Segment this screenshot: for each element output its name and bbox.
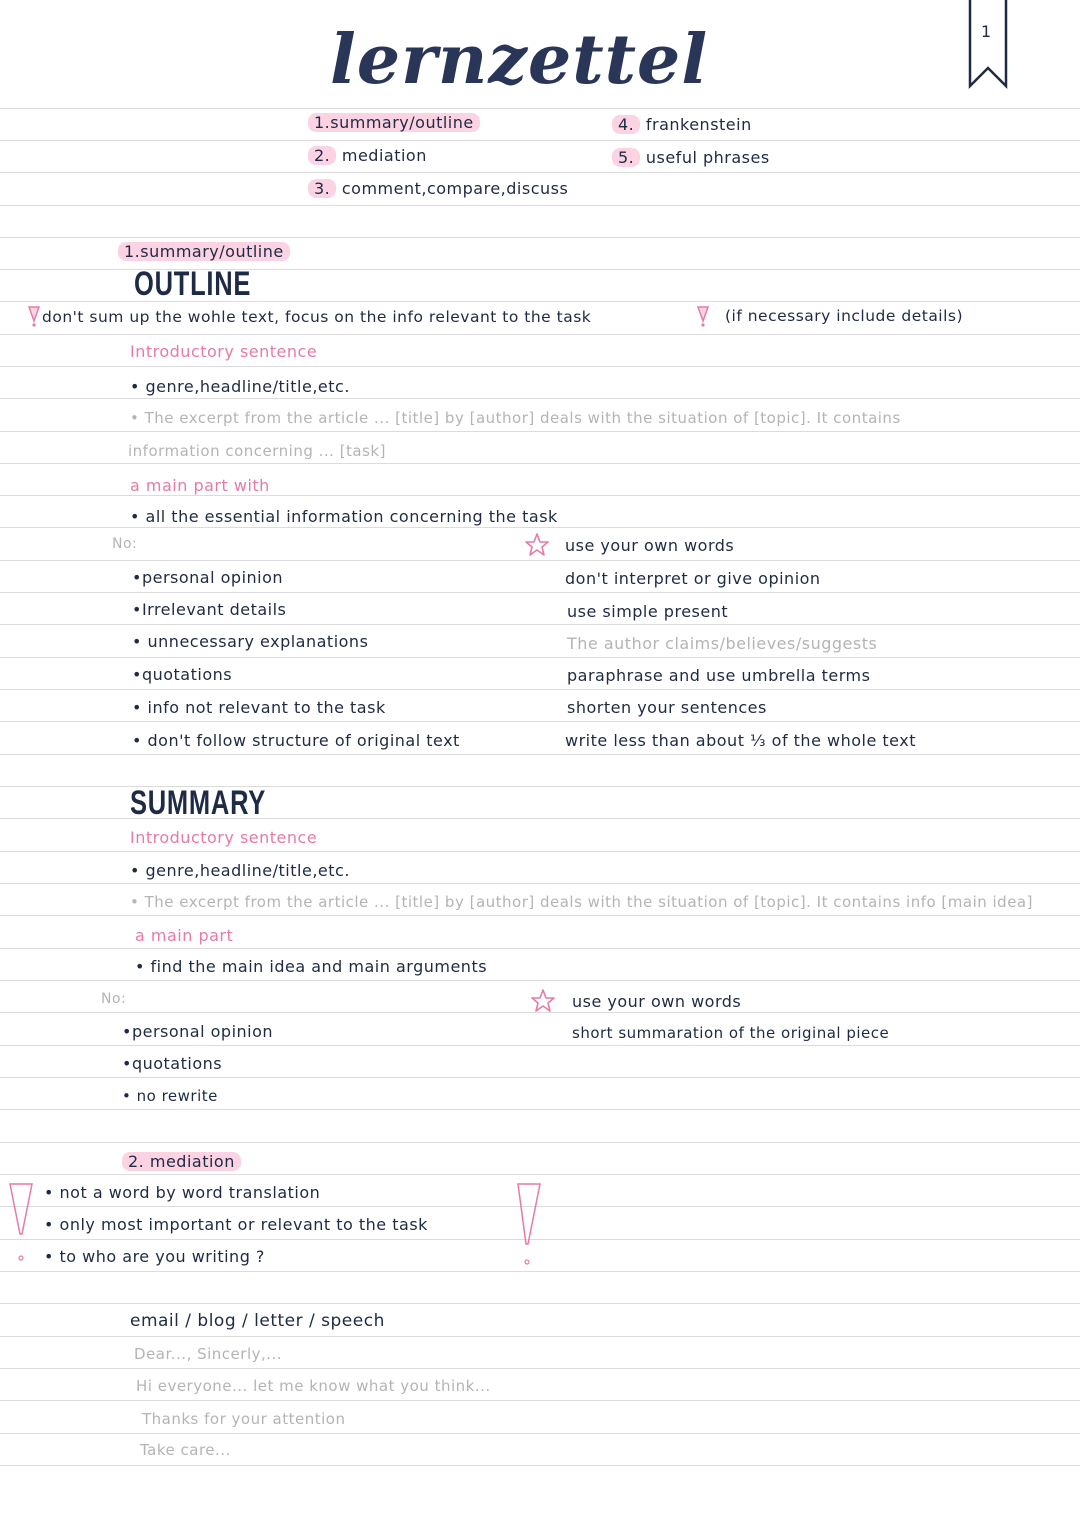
main-label: a main part with (130, 476, 270, 495)
toc-item-4: 4. frankenstein (612, 115, 752, 134)
star-icon (524, 532, 550, 558)
outline-heading: OUTLINE (134, 265, 252, 303)
intro-bullet: • genre,headline/title,etc. (130, 377, 350, 396)
page-title: lernzettel (330, 20, 709, 100)
section-label-mediation: 2. mediation (122, 1152, 241, 1171)
mediation-bullet: • only most important or relevant to the task (44, 1215, 428, 1234)
star-icon (530, 988, 556, 1014)
bookmark-icon (968, 0, 1008, 90)
warning-icon (514, 1182, 542, 1266)
mediation-bullet: • not a word by word translation (44, 1183, 321, 1202)
intro-label: Introductory sentence (130, 342, 318, 361)
summary-do-item: short summaration of the original piece (572, 1024, 890, 1042)
no-label: No: (112, 536, 138, 552)
section-label-summary-outline: 1.summary/outline (118, 242, 290, 261)
main-bullet: • all the essential information concerning the task (130, 507, 558, 526)
outline-note: (if necessary include details) (725, 307, 964, 325)
warning-icon (8, 1182, 34, 1262)
no-item: • info not relevant to the task (132, 698, 386, 717)
summary-heading: SUMMARY (130, 784, 267, 822)
mediation-example: Thanks for your attention (142, 1410, 346, 1428)
outline-warning: don't sum up the wohle text, focus on the info relevant to the task (42, 308, 592, 326)
do-item: use simple present (567, 602, 729, 621)
do-item: paraphrase and use umbrella terms (567, 666, 871, 685)
mediation-example: Dear..., Sincerly,... (134, 1345, 283, 1363)
toc-item-1: 1.summary/outline (308, 113, 480, 132)
summary-intro-label: Introductory sentence (130, 828, 318, 847)
intro-example: information concerning ... [task] (128, 442, 386, 460)
toc-item-2: 2. mediation (308, 146, 427, 165)
mediation-example: Hi everyone... let me know what you think... (136, 1377, 491, 1395)
intro-example: • The excerpt from the article ... [title] by [author] deals with the situation of [topic]. It contains (130, 409, 901, 427)
warning-icon (28, 306, 40, 328)
summary-no-item: •personal opinion (122, 1022, 274, 1041)
page-number: 1 (981, 22, 992, 41)
mediation-example: Take care... (140, 1441, 231, 1459)
toc-item-3: 3. comment,compare,discuss (308, 179, 568, 198)
summary-intro-example: • The excerpt from the article ... [title] by [author] deals with the situation of [topic]. It contains info [main idea] (130, 893, 1033, 911)
no-item: •Irrelevant details (132, 600, 287, 619)
do-item: don't interpret or give opinion (565, 569, 821, 588)
warning-icon (697, 306, 709, 328)
no-item: • unnecessary explanations (132, 632, 369, 651)
do-item: shorten your sentences (567, 698, 767, 717)
no-item: •personal opinion (132, 568, 284, 587)
do-item: use your own words (565, 536, 735, 555)
do-item: write less than about ⅓ of the whole text (565, 731, 916, 750)
mediation-bullet: • to who are you writing ? (44, 1247, 265, 1266)
summary-intro-bullet: • genre,headline/title,etc. (130, 861, 350, 880)
do-item: The author claims/believes/suggests (567, 634, 878, 653)
no-item: •quotations (132, 665, 233, 684)
no-item: • don't follow structure of original text (132, 731, 460, 750)
summary-main-label: a main part (135, 926, 234, 945)
summary-no-item: • no rewrite (122, 1087, 218, 1105)
toc-item-5: 5. useful phrases (612, 148, 770, 167)
summary-main-bullet: • find the main idea and main arguments (135, 957, 488, 976)
summary-no-label: No: (101, 991, 127, 1007)
mediation-formats: email / blog / letter / speech (130, 1311, 385, 1331)
summary-no-item: •quotations (122, 1054, 223, 1073)
summary-do-item: use your own words (572, 992, 742, 1011)
